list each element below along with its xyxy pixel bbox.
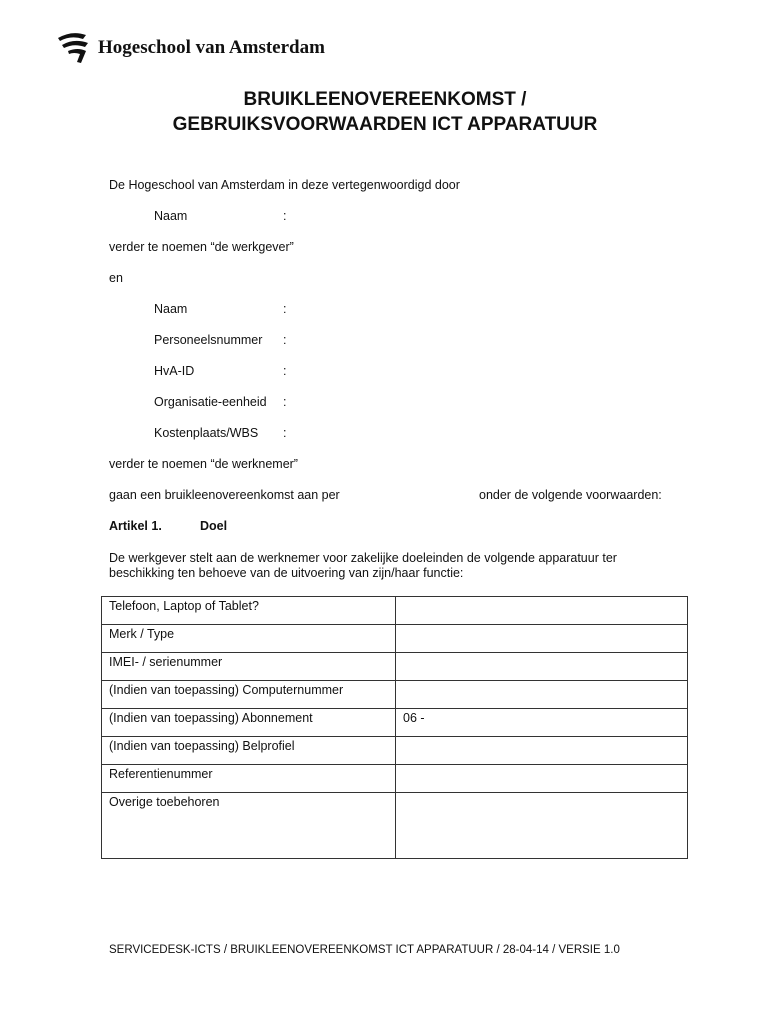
table-cell-value[interactable] (396, 765, 688, 793)
logo (56, 30, 325, 66)
document-title-line-1: BRUIKLEENOVEREENKOMST / (243, 89, 527, 110)
intro-text: De Hogeschool van Amsterdam in deze vertegenwoordigd door (109, 178, 460, 192)
article-text-line-1: De werkgever stelt aan de werknemer voor zakelijke doeleinden de volgende apparatuur ter (109, 551, 617, 565)
table-row (102, 737, 688, 765)
hva-id-colon: : (283, 364, 287, 378)
personnel-number-label: Personeelsnummer (154, 333, 263, 347)
table-cell-label: Referentienummer (102, 765, 396, 793)
employee-name-colon: : (283, 302, 287, 316)
organisation-unit-colon: : (283, 395, 287, 409)
hva-id-label: HvA-ID (154, 364, 195, 378)
agreement-text-right: onder de volgende voorwaarden: (479, 488, 662, 502)
cost-center-colon: : (283, 426, 287, 440)
table-cell-label: Merk / Type (102, 625, 396, 653)
table-cell-label: IMEI- / serienummer (102, 653, 396, 681)
agreement-text-left: gaan een bruikleenovereenkomst aan per (109, 488, 340, 502)
table-row (102, 681, 688, 709)
table-cell-value[interactable]: 06 - (396, 709, 688, 737)
table-cell-value[interactable] (396, 737, 688, 765)
table-row (102, 597, 688, 625)
article-text-line-2: beschikking ten behoeve van de uitvoering van zijn/haar functie: (109, 566, 464, 580)
hva-logo-icon (56, 30, 92, 66)
employee-name-label: Naam (154, 302, 188, 316)
table-cell-value[interactable] (396, 681, 688, 709)
article-number: Artikel 1. (109, 519, 162, 533)
device-table (101, 596, 688, 859)
employer-name-colon: : (283, 209, 287, 223)
document-title-line-2: GEBRUIKSVOORWAARDEN ICT APPARATUUR (172, 114, 598, 135)
table-cell-value[interactable] (396, 653, 688, 681)
personnel-number-colon: : (283, 333, 287, 347)
organisation-unit-label: Organisatie-eenheid (154, 395, 267, 409)
table-row (102, 653, 688, 681)
article-title: Doel (200, 519, 228, 533)
table-cell-label: Overige toebehoren (102, 793, 396, 859)
employer-name-label: Naam (154, 209, 188, 223)
employee-note: verder te noemen “de werknemer” (109, 457, 298, 471)
logo-text: Hogeschool van Amsterdam (98, 37, 325, 58)
table-row (102, 625, 688, 653)
table-cell-value[interactable] (396, 597, 688, 625)
employer-note: verder te noemen “de werkgever” (109, 240, 294, 254)
and-text: en (109, 271, 123, 285)
table-cell-label: (Indien van toepassing) Abonnement (102, 709, 396, 737)
table-row (102, 709, 688, 737)
table-cell-label: (Indien van toepassing) Computernummer (102, 681, 396, 709)
table-cell-value[interactable] (396, 625, 688, 653)
table-cell-value[interactable] (396, 793, 688, 859)
table-cell-label: (Indien van toepassing) Belprofiel (102, 737, 396, 765)
table-row (102, 765, 688, 793)
footer-text: SERVICEDESK-ICTS / BRUIKLEENOVEREENKOMST ICT APPARATUUR / 28-04-14 / VERSIE 1.0 (109, 944, 620, 956)
cost-center-label: Kostenplaats/WBS (154, 426, 259, 440)
table-cell-label: Telefoon, Laptop of Tablet? (102, 597, 396, 625)
table-row (102, 793, 688, 859)
